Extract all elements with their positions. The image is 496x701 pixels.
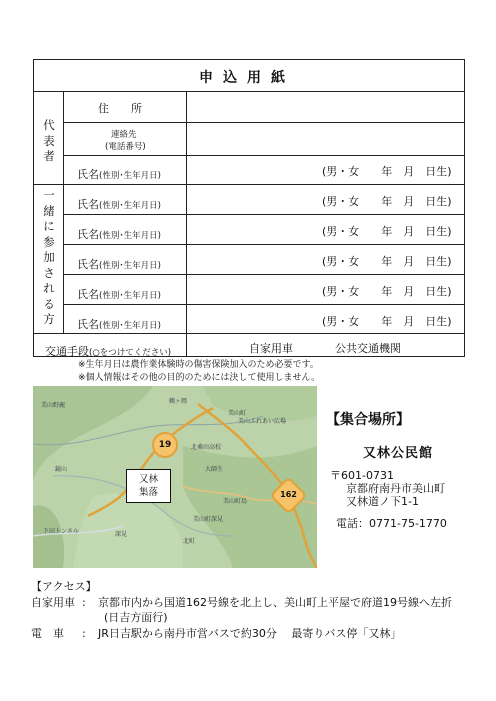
note-line: ※個人情報はその他の目的のためには決して使用しません。 [78,373,321,383]
companion-name-field[interactable] [187,185,463,213]
access-car-text2: (日吉方面行) [104,611,168,624]
companion-gender-dob: (男・女 年 月 日生) [322,225,452,238]
name-label-row [77,163,161,182]
name-label: 氏名 [77,168,99,181]
map-label: 鏡山 [55,466,68,473]
name-note: (性別･生年月日) [99,291,161,301]
companion-gender-dob: (男・女 年 月 日生) [322,195,452,208]
gender-dob: (男・女 年 月 日生) [322,165,452,178]
access-car-colon: : [82,596,86,609]
destination-line2: 集落 [138,487,158,498]
transport-note: (○をつけてください) [89,348,172,358]
name-note: (性別･生年月日) [99,201,161,211]
route-19-shield [152,432,178,458]
map-label: 北桑田高校 [191,444,222,451]
name-note: (性別･生年月日) [99,231,161,241]
name-note: (性別･生年月日) [99,321,161,331]
transport-option-car[interactable]: 自家用車 [249,342,293,355]
meeting-heading: 【集合場所】 [326,412,410,428]
name-label: 氏名 [77,318,99,331]
phone-field[interactable] [187,123,463,154]
companion-gender-dob: (男・女 年 月 日生) [322,255,452,268]
access-heading: 【アクセス】 [31,580,97,593]
name-label: 氏名 [77,258,99,271]
row-divider [34,333,464,334]
map-label: 深見 [115,531,128,538]
address-field[interactable] [187,92,463,121]
name-label: 氏名 [77,198,99,211]
companion-name-label [77,193,161,212]
name-note: (性別･生年月日) [99,261,161,271]
meeting-phone: 電話：0771-75-1770 [336,517,447,530]
destination-line1: 又林 [138,474,158,485]
map-label: 美山町 [228,410,247,417]
companion-name-label [77,223,161,242]
companion-gender-dob: (男・女 年 月 日生) [322,315,452,328]
map-label: 大師生 [205,466,224,473]
meeting-postal: 〒601-0731 [330,469,394,482]
map-label: 鶴ヶ岡 [169,398,188,405]
companions-label: 一緒に参加される方 [43,188,55,326]
name-note: (性別･生年月日) [99,171,161,181]
access-train-text: JR日吉駅から南丹市営バスで約30分 最寄りバス停「又林」 [98,627,402,640]
map-label: 美山野鹿 [41,402,66,409]
access-train-label: 電 車 [31,627,64,640]
map-graphic [33,386,317,568]
name-label: 氏名 [77,288,99,301]
access-car-label: 自家用車 [31,596,75,609]
route-162-label: 162 [280,490,297,499]
meeting-address-1: 京都府南丹市美山町 [346,482,445,495]
contact-sublabel: (電話番号) [105,142,146,152]
companion-name-field[interactable] [187,245,463,273]
destination-box [126,469,171,503]
companion-name-label [77,253,161,272]
route-19-label: 19 [158,440,172,450]
note-line: ※生年月日は農作業体験時の傷害保険加入のため必要です。 [78,360,319,370]
map-label: 美山町深見 [193,516,224,523]
map-label: 北町 [183,538,196,545]
companion-name-field[interactable] [187,305,463,332]
map-label: 下田トンネル [43,528,79,535]
meeting-place: 又林公民館 [363,446,434,461]
map-label: 美山ふれあい広場 [238,418,287,425]
map-label: 美山町島 [223,498,248,505]
companion-name-label [77,313,161,332]
area-map [33,386,317,568]
companion-name-label [77,283,161,302]
representative-label: 代表者 [43,118,55,163]
address-label: 住 所 [98,102,142,115]
name-label: 氏名 [77,228,99,241]
companion-name-field[interactable] [187,275,463,303]
col-divider [63,91,64,333]
transport-option-public[interactable]: 公共交通機関 [335,342,401,355]
application-form [33,59,465,357]
transport-label: 交通手段 [45,345,89,358]
access-train-colon: : [82,627,86,640]
contact-label: 連絡先 [111,130,137,140]
companion-name-field[interactable] [187,215,463,243]
meeting-address-2: 又林道ノ下1-1 [346,495,419,508]
form-title: 申込用紙 [199,70,295,86]
access-car-text: 京都市内から国道162号線を北上し、美山町上平屋で府道19号線へ左折 [98,596,452,609]
transport-label-row [45,340,171,359]
companion-gender-dob: (男・女 年 月 日生) [322,285,452,298]
